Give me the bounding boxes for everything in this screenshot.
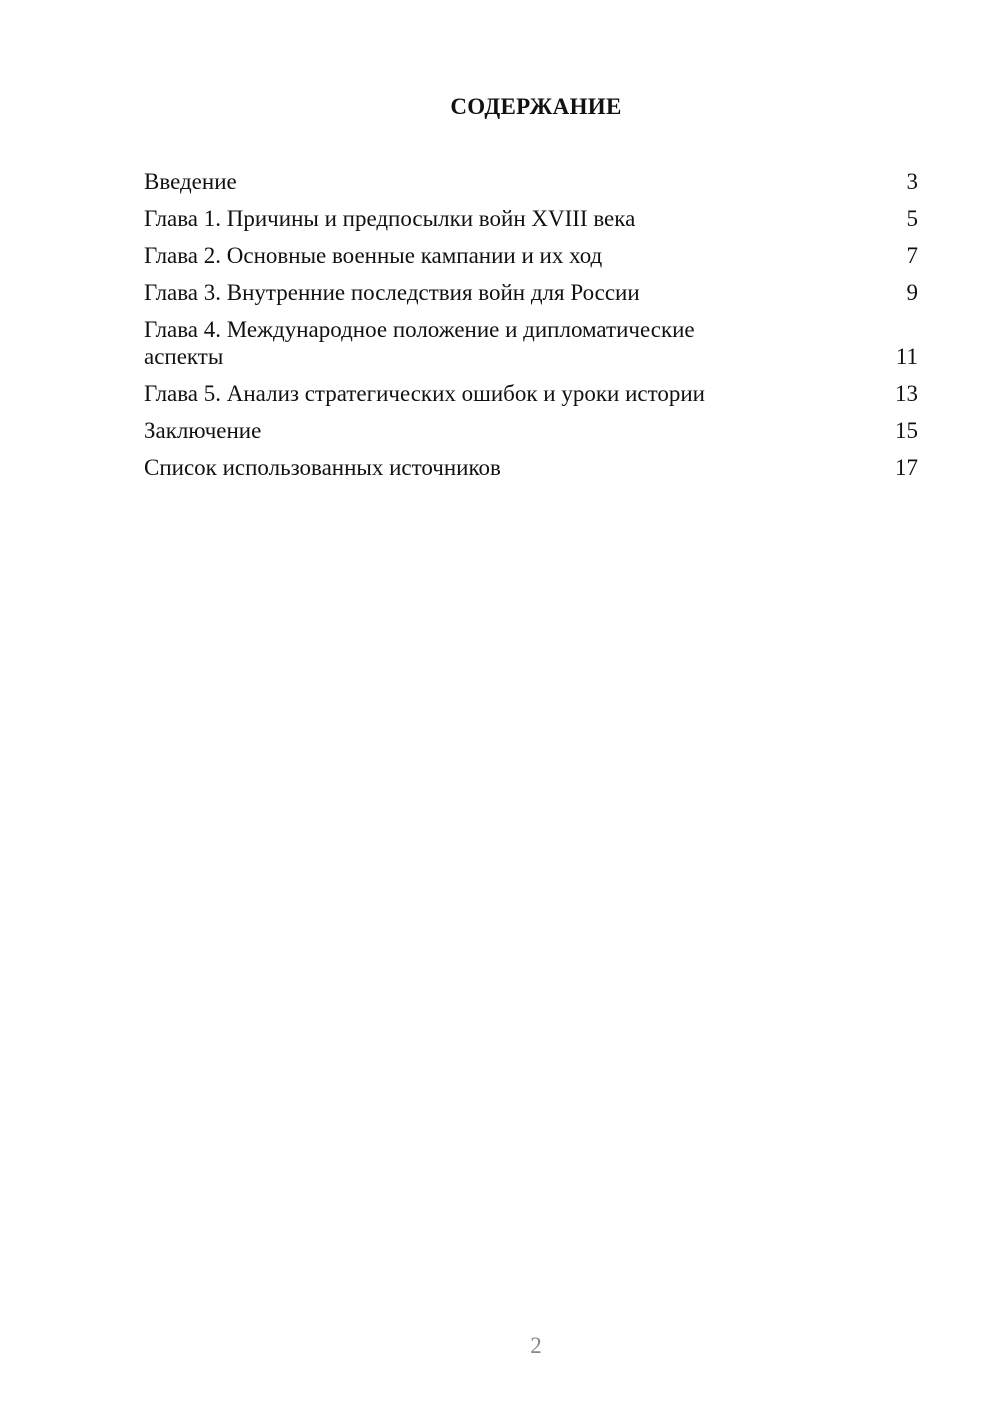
- toc-entry-chapter-1: [144, 205, 918, 232]
- toc-entry-chapter-5: [144, 380, 918, 407]
- toc-entry-page: 11: [895, 344, 918, 369]
- page-number: 2: [530, 1333, 542, 1358]
- toc-entry-page: 9: [906, 280, 918, 305]
- page-title: СОДЕРЖАНИЕ: [450, 94, 622, 119]
- toc-entry-conclusion: [144, 417, 918, 444]
- toc-entry-chapter-3: [144, 279, 918, 306]
- toc-entry-text: Список использованных источников: [144, 455, 501, 480]
- toc-entry-page: 13: [895, 381, 918, 406]
- toc-entry-text: Глава 1. Причины и предпосылки войн XVIII века: [144, 206, 636, 231]
- toc-entry-page: 15: [895, 418, 918, 443]
- toc-entry-text: Глава 5. Анализ стратегических ошибок и уроки истории: [144, 381, 705, 406]
- toc-entry-text: Глава 3. Внутренние последствия войн для России: [144, 280, 640, 305]
- toc-entry-chapter-4: [144, 316, 918, 370]
- table-of-contents: [144, 168, 918, 491]
- toc-entry-bibliography: [144, 454, 918, 481]
- toc-entry-page: 5: [906, 206, 918, 231]
- toc-entry-text: Заключение: [144, 418, 262, 443]
- toc-entry-chapter-2: [144, 242, 918, 269]
- toc-entry-page: 7: [906, 243, 918, 268]
- toc-entry-text: Глава 4. Международное положение и дипломатические аспекты: [144, 317, 695, 369]
- toc-entry-page: 17: [895, 455, 918, 480]
- toc-entry-page: 3: [906, 169, 918, 194]
- toc-entry-text: Введение: [144, 169, 237, 194]
- toc-entry-text: Глава 2. Основные военные кампании и их ход: [144, 243, 603, 268]
- toc-entry-introduction: [144, 168, 918, 195]
